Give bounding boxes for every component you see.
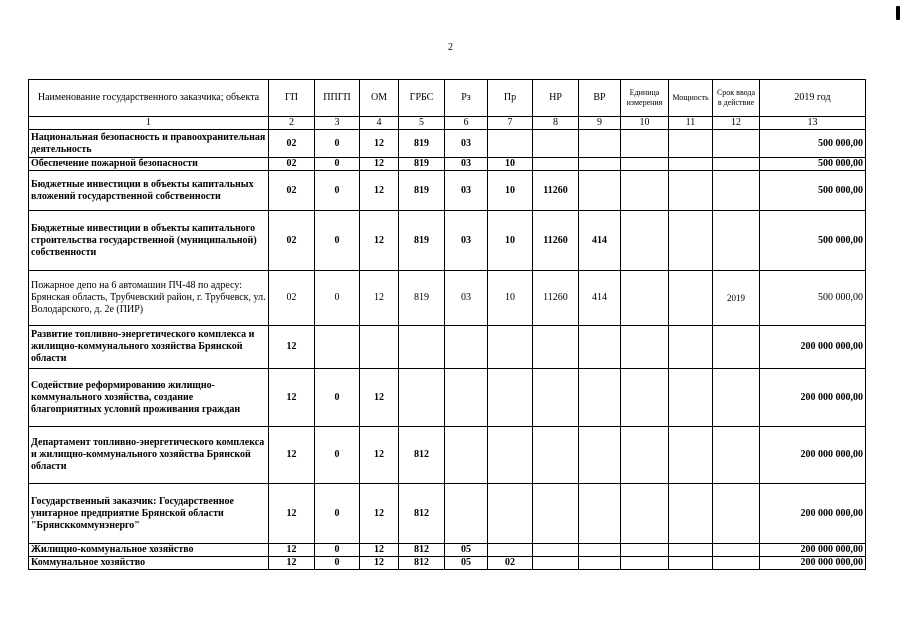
row-code-cell: 12 xyxy=(360,544,399,557)
row-code-cell: 02 xyxy=(269,130,315,158)
col-header-ppgp: ППГП xyxy=(315,80,360,117)
row-amount-cell: 500 000,00 xyxy=(760,158,866,171)
table-row xyxy=(29,427,866,484)
row-code-cell: 02 xyxy=(269,271,315,326)
row-code-cell: 02 xyxy=(269,211,315,271)
row-code-cell xyxy=(488,427,533,484)
table-row xyxy=(29,211,866,271)
row-code-cell: 0 xyxy=(315,130,360,158)
row-code-cell: 12 xyxy=(269,484,315,544)
row-name-cell: Бюджетные инвестиции в объекты капитального строительства государственной (муниципальной) собственности xyxy=(29,211,269,271)
row-code-cell: 0 xyxy=(315,171,360,211)
row-code-cell: 10 xyxy=(488,158,533,171)
col-header-name: Наименование государственного заказчика; объекта xyxy=(29,80,269,117)
row-code-cell xyxy=(669,427,713,484)
row-code-cell: 12 xyxy=(269,544,315,557)
row-code-cell: 819 xyxy=(399,130,445,158)
row-code-cell: 812 xyxy=(399,557,445,570)
row-code-cell xyxy=(533,427,579,484)
row-code-cell: 02 xyxy=(269,158,315,171)
row-code-cell: 812 xyxy=(399,427,445,484)
row-code-cell xyxy=(533,557,579,570)
row-code-cell: 0 xyxy=(315,271,360,326)
row-name-cell: Государственный заказчик: Государственное унитарное предприятие Брянской области "Брянсккоммунэнерго" xyxy=(29,484,269,544)
row-code-cell xyxy=(533,369,579,427)
row-code-cell: 03 xyxy=(445,158,488,171)
row-code-cell: 12 xyxy=(360,211,399,271)
row-amount-cell: 200 000 000,00 xyxy=(760,557,866,570)
col-header-commission-date: Срок ввода в действие xyxy=(713,80,760,117)
row-code-cell: 12 xyxy=(360,158,399,171)
row-code-cell xyxy=(713,369,760,427)
column-number: 11 xyxy=(669,117,713,130)
row-code-cell xyxy=(579,130,621,158)
row-name-cell: Национальная безопасность и правоохранительная деятельность xyxy=(29,130,269,158)
scan-edge-mark xyxy=(896,6,900,20)
row-amount-cell: 200 000 000,00 xyxy=(760,326,866,369)
row-code-cell: 0 xyxy=(315,158,360,171)
row-code-cell: 12 xyxy=(360,427,399,484)
column-number: 1 xyxy=(29,117,269,130)
row-code-cell xyxy=(488,326,533,369)
row-code-cell xyxy=(579,557,621,570)
col-header-vr: ВР xyxy=(579,80,621,117)
row-code-cell: 0 xyxy=(315,557,360,570)
table-row xyxy=(29,369,866,427)
row-code-cell xyxy=(315,326,360,369)
table-row xyxy=(29,544,866,557)
row-code-cell: 11260 xyxy=(533,271,579,326)
row-code-cell xyxy=(713,557,760,570)
row-code-cell xyxy=(669,130,713,158)
row-code-cell: 03 xyxy=(445,271,488,326)
row-code-cell: 12 xyxy=(360,171,399,211)
row-code-cell: 12 xyxy=(269,427,315,484)
column-number-row xyxy=(29,117,866,130)
row-code-cell xyxy=(533,544,579,557)
table-row xyxy=(29,130,866,158)
row-code-cell xyxy=(621,427,669,484)
row-name-cell: Содействие реформированию жилищно-коммунального хозяйства, создание благоприятных условий проживания граждан xyxy=(29,369,269,427)
row-code-cell: 414 xyxy=(579,211,621,271)
row-code-cell: 819 xyxy=(399,211,445,271)
row-code-cell xyxy=(621,369,669,427)
row-code-cell: 10 xyxy=(488,271,533,326)
row-code-cell xyxy=(445,427,488,484)
row-code-cell: 12 xyxy=(360,130,399,158)
row-code-cell xyxy=(713,158,760,171)
row-name-cell: Департамент топливно-энергетического комплекса и жилищно-коммунального хозяйства Брянской области xyxy=(29,427,269,484)
row-code-cell: 0 xyxy=(315,211,360,271)
row-code-cell xyxy=(713,211,760,271)
row-code-cell xyxy=(579,427,621,484)
row-code-cell xyxy=(669,326,713,369)
row-code-cell: 2019 xyxy=(713,271,760,326)
row-code-cell xyxy=(669,158,713,171)
row-code-cell xyxy=(621,158,669,171)
col-header-unit: Единица измерения xyxy=(621,80,669,117)
row-code-cell xyxy=(621,211,669,271)
row-amount-cell: 200 000 000,00 xyxy=(760,427,866,484)
row-name-cell: Бюджетные инвестиции в объекты капитальных вложений государственной собственности xyxy=(29,171,269,211)
col-header-year-2019: 2019 год xyxy=(760,80,866,117)
col-header-pr: Пр xyxy=(488,80,533,117)
col-header-grbs: ГРБС xyxy=(399,80,445,117)
row-code-cell xyxy=(360,326,399,369)
column-number: 4 xyxy=(360,117,399,130)
row-code-cell xyxy=(713,130,760,158)
row-code-cell: 10 xyxy=(488,211,533,271)
column-number: 12 xyxy=(713,117,760,130)
row-code-cell xyxy=(713,544,760,557)
row-code-cell xyxy=(579,484,621,544)
row-code-cell xyxy=(621,326,669,369)
row-code-cell xyxy=(669,557,713,570)
row-code-cell: 0 xyxy=(315,427,360,484)
row-code-cell xyxy=(579,171,621,211)
row-code-cell xyxy=(621,557,669,570)
row-code-cell: 05 xyxy=(445,544,488,557)
row-code-cell xyxy=(445,369,488,427)
header-row xyxy=(29,80,866,117)
row-code-cell xyxy=(579,544,621,557)
row-code-cell: 0 xyxy=(315,544,360,557)
row-amount-cell: 500 000,00 xyxy=(760,211,866,271)
row-code-cell xyxy=(579,326,621,369)
col-header-capacity: Мощность xyxy=(669,80,713,117)
row-amount-cell: 200 000 000,00 xyxy=(760,544,866,557)
row-name-cell: Развитие топливно-энергетического комплекса и жилищно-коммунального хозяйства Брянской области xyxy=(29,326,269,369)
row-code-cell xyxy=(445,484,488,544)
column-number: 13 xyxy=(760,117,866,130)
row-code-cell xyxy=(399,326,445,369)
row-code-cell: 812 xyxy=(399,484,445,544)
row-code-cell: 10 xyxy=(488,171,533,211)
row-code-cell xyxy=(579,158,621,171)
row-code-cell: 414 xyxy=(579,271,621,326)
col-header-gp: ГП xyxy=(269,80,315,117)
col-header-rz: Рз xyxy=(445,80,488,117)
table-row xyxy=(29,171,866,211)
col-header-nr: НР xyxy=(533,80,579,117)
row-code-cell: 03 xyxy=(445,211,488,271)
row-code-cell xyxy=(669,484,713,544)
row-code-cell: 12 xyxy=(269,369,315,427)
row-amount-cell: 500 000,00 xyxy=(760,171,866,211)
column-number: 10 xyxy=(621,117,669,130)
row-code-cell xyxy=(533,326,579,369)
row-code-cell: 11260 xyxy=(533,211,579,271)
row-code-cell xyxy=(669,271,713,326)
row-code-cell: 12 xyxy=(360,271,399,326)
col-header-om: ОМ xyxy=(360,80,399,117)
table-row xyxy=(29,484,866,544)
row-code-cell xyxy=(533,130,579,158)
page-number: 2 xyxy=(448,42,453,53)
row-code-cell: 12 xyxy=(269,557,315,570)
row-code-cell xyxy=(488,484,533,544)
row-code-cell: 02 xyxy=(269,171,315,211)
column-number: 5 xyxy=(399,117,445,130)
table-row xyxy=(29,557,866,570)
row-code-cell xyxy=(533,158,579,171)
row-code-cell xyxy=(621,544,669,557)
column-number: 3 xyxy=(315,117,360,130)
budget-table xyxy=(28,79,866,570)
row-amount-cell: 500 000,00 xyxy=(760,271,866,326)
row-name-cell: Пожарное депо на 6 автомашин ПЧ-48 по адресу: Брянская область, Трубчевский район, г. Трубчевск, ул. Володарского, д. 2е (ПИР) xyxy=(29,271,269,326)
row-code-cell xyxy=(621,484,669,544)
column-number: 2 xyxy=(269,117,315,130)
column-number: 9 xyxy=(579,117,621,130)
row-amount-cell: 200 000 000,00 xyxy=(760,484,866,544)
row-code-cell: 03 xyxy=(445,171,488,211)
row-code-cell: 812 xyxy=(399,544,445,557)
column-number: 8 xyxy=(533,117,579,130)
row-code-cell xyxy=(669,369,713,427)
row-code-cell: 12 xyxy=(360,484,399,544)
row-name-cell: Обеспечение пожарной безопасности xyxy=(29,158,269,171)
row-code-cell xyxy=(713,171,760,211)
row-name-cell: Жилищно-коммунальное хозяйство xyxy=(29,544,269,557)
row-amount-cell: 500 000,00 xyxy=(760,130,866,158)
row-code-cell xyxy=(713,427,760,484)
table-row xyxy=(29,158,866,171)
row-code-cell: 819 xyxy=(399,171,445,211)
column-number: 7 xyxy=(488,117,533,130)
row-code-cell xyxy=(579,369,621,427)
table-body xyxy=(29,80,866,570)
row-code-cell xyxy=(488,130,533,158)
table-row xyxy=(29,326,866,369)
row-code-cell: 03 xyxy=(445,130,488,158)
row-code-cell xyxy=(445,326,488,369)
row-code-cell: 11260 xyxy=(533,171,579,211)
row-code-cell xyxy=(533,484,579,544)
row-code-cell: 0 xyxy=(315,484,360,544)
row-code-cell xyxy=(488,544,533,557)
row-code-cell xyxy=(713,326,760,369)
row-code-cell xyxy=(669,211,713,271)
row-code-cell xyxy=(399,369,445,427)
table-row xyxy=(29,271,866,326)
row-code-cell xyxy=(713,484,760,544)
row-code-cell: 819 xyxy=(399,271,445,326)
row-code-cell: 12 xyxy=(269,326,315,369)
column-number: 6 xyxy=(445,117,488,130)
row-code-cell xyxy=(488,369,533,427)
row-code-cell xyxy=(669,171,713,211)
row-code-cell: 12 xyxy=(360,557,399,570)
row-code-cell xyxy=(621,171,669,211)
row-code-cell: 05 xyxy=(445,557,488,570)
row-name-cell: Коммунальное хозяйство xyxy=(29,557,269,570)
row-code-cell: 0 xyxy=(315,369,360,427)
row-code-cell xyxy=(621,130,669,158)
row-code-cell xyxy=(669,544,713,557)
row-code-cell xyxy=(621,271,669,326)
row-code-cell: 02 xyxy=(488,557,533,570)
row-code-cell: 12 xyxy=(360,369,399,427)
row-code-cell: 819 xyxy=(399,158,445,171)
row-amount-cell: 200 000 000,00 xyxy=(760,369,866,427)
